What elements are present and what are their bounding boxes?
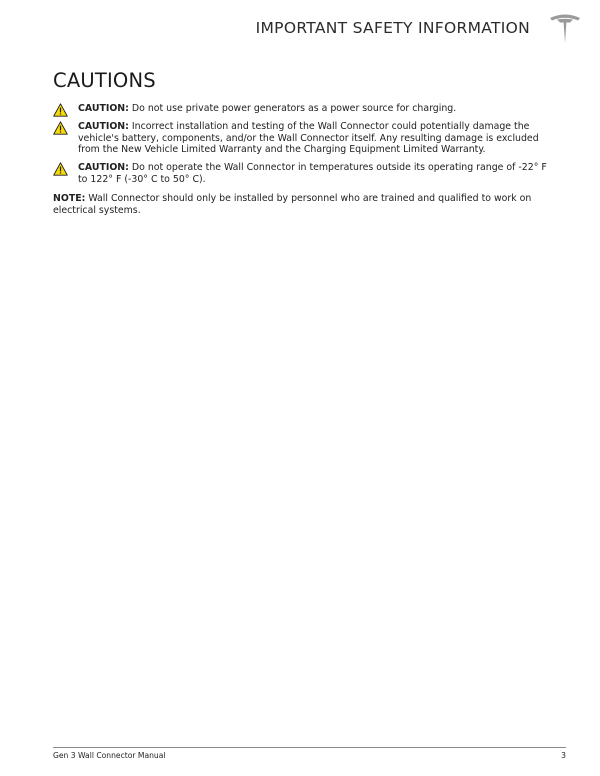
- note-text: Wall Connector should only be installed by personnel who are trained and qualified to work on electrical systems.: [53, 193, 532, 216]
- caution-item: [53, 121, 553, 156]
- note-paragraph: [53, 193, 553, 217]
- caution-label: CAUTION:: [78, 103, 129, 114]
- caution-text: Incorrect installation and testing of the Wall Connector could potentially damage the vehicle's battery, components, and/or the Wall Connector itself. Any resulting damage is excluded from the New Vehicle Limited Warranty and the Charging Equipment Limited Warranty.: [78, 120, 539, 156]
- caution-label: CAUTION:: [78, 120, 129, 132]
- caution-text: Do not use private power generators as a power source for charging.: [131, 103, 457, 114]
- warning-triangle-icon: [53, 162, 68, 176]
- tesla-logo-icon: [547, 10, 583, 46]
- footer-page-number: 3: [561, 751, 566, 760]
- caution-label: CAUTION:: [78, 162, 129, 174]
- caution-item: [53, 162, 553, 186]
- page-header-title: IMPORTANT SAFETY INFORMATION: [255, 19, 530, 37]
- cautions-list: [53, 103, 553, 192]
- footer-manual-name: Gen 3 Wall Connector Manual: [53, 751, 166, 760]
- section-title: CAUTIONS: [53, 69, 156, 92]
- caution-text: Do not operate the Wall Connector in temperatures outside its operating range of -22° F to 122° F (-30° C to 50° C).: [78, 162, 547, 185]
- warning-triangle-icon: [53, 103, 68, 117]
- warning-triangle-icon: [53, 121, 68, 135]
- note-label: NOTE:: [53, 193, 86, 204]
- footer-divider: [53, 747, 566, 748]
- caution-item: [53, 103, 553, 115]
